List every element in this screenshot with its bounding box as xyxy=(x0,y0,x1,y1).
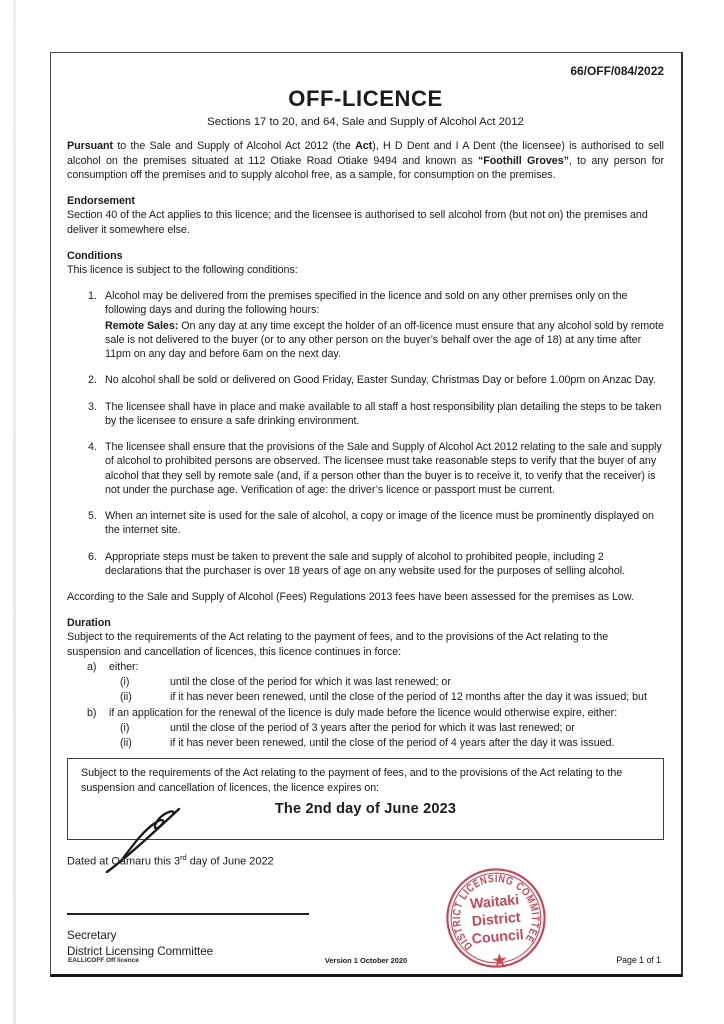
duration-clause-b-i xyxy=(120,721,664,735)
intro-paragraph xyxy=(67,139,664,182)
clause-text: either: xyxy=(109,660,139,673)
endorsement-heading: Endorsement xyxy=(67,195,135,208)
condition-text: The licensee shall have in place and make available to all staff a host responsibility plan detailing the steps to be taken by the licensee to ensure a safe drinking environment. xyxy=(105,400,662,427)
condition-number: 4. xyxy=(88,441,97,454)
footer-version: Version 1 October 2020 xyxy=(324,956,408,966)
conditions-intro: This licence is subject to the following conditions: xyxy=(67,264,298,276)
licence-number: 66/OFF/084/2022 xyxy=(570,64,664,78)
condition-text-main: Alcohol may be delivered from the premises specified in the licence and sold on any other premises only on the following days and during the following hours: xyxy=(105,290,628,317)
signatory-role: Secretary xyxy=(67,929,117,943)
condition-number: 6. xyxy=(88,550,97,563)
remote-sales-label: Remote Sales: xyxy=(105,319,179,332)
clause-label: (i) xyxy=(120,721,130,734)
condition-number: 1. xyxy=(88,290,97,303)
dated-text: day of June 2022 xyxy=(186,855,274,868)
condition-text: No alcohol shall be sold or delivered on Good Friday, Easter Sunday, Christmas Day or before 1.00pm on Anzac Day. xyxy=(105,374,656,387)
stamp-ring-text: DISTRICT LICENSING COMMITTEE xyxy=(450,872,542,953)
condition-item xyxy=(88,440,664,497)
duration-heading: Duration xyxy=(67,617,111,630)
dated-ordinal: rd xyxy=(180,853,187,863)
clause-label: (ii) xyxy=(120,737,132,750)
duration-clause-b-ii xyxy=(120,736,664,750)
endorsement-text: Section 40 of the Act applies to this licence; and the licensee is authorised to sell alcohol from (but not on) the premises and deliver it somewhere else. xyxy=(67,209,648,236)
intro-text: , to any person for consumption off the premises and to supply alcohol free, as a sample, for consumption on the premises. xyxy=(67,154,664,181)
remote-sales-text: On any day at any time except the holder of an off-licence must ensure that any alcohol sold by remote sale is not delivered to the buyer (or to any other person on the buyer’s behalf over the age of 18) at any time after 11pm on any day and before 6am on the next day. xyxy=(105,319,664,361)
expiry-text: Subject to the requirements of the Act relating to the payment of fees, and to the provisions of the Act relating to the suspension and cancellation of licences, the licence expires on: xyxy=(81,767,623,794)
intro-bold-premises-name: “Foothill Groves” xyxy=(477,154,569,167)
intro-bold-act: Act xyxy=(355,140,373,153)
clause-label: (i) xyxy=(120,676,130,689)
clause-label: (ii) xyxy=(120,691,132,704)
council-stamp xyxy=(423,845,568,990)
clause-label: b) xyxy=(87,706,97,719)
footer-doc-code: EALLICOFF Off licence xyxy=(68,957,139,965)
intro-bold-pursuant: Pursuant xyxy=(67,140,114,153)
clause-text: if it has never been renewed, until the close of the period of 12 months after the day it was issued; but xyxy=(170,691,647,704)
clause-label: a) xyxy=(87,660,97,673)
clause-text: if an application for the renewal of the licence is duly made before the licence would otherwise expire, either: xyxy=(109,706,618,719)
duration-clause-a-ii xyxy=(120,690,664,704)
intro-text: to the Sale and Supply of Alcohol Act 2012 (the xyxy=(113,140,356,153)
condition-item xyxy=(88,289,664,361)
condition-number: 3. xyxy=(88,400,97,413)
conditions-heading: Conditions xyxy=(67,249,123,262)
condition-text: The licensee shall ensure that the provisions of the Sale and Supply of Alcohol Act 2012 relating to the sale and supply of alcohol to prohibited persons are observed. The licensee must take reasonable steps to verify that the buyer of any alcohol that they sell by remote sale (and, if a person other than the buyer is to receive it, to verify that the receiver) is not under the purchase age. Verification of age: the driver’s licence or passport must be current. xyxy=(105,441,662,496)
signatory-committee: District Licensing Committee xyxy=(67,944,214,958)
licence-document xyxy=(50,52,683,977)
clause-text: if it has never been renewed, until the close of the period of 4 years after the day it was issued. xyxy=(170,737,615,750)
intro-text: ), H D Dent and I A Dent (the licensee) is authorised to sell alcohol on the premises situated at 112 Otiake Road Otiake 9494 and known as xyxy=(67,140,664,167)
condition-item xyxy=(88,400,664,428)
duration-clause-a xyxy=(87,660,664,674)
stamp-line2: District xyxy=(471,909,522,930)
duration-clause-b xyxy=(87,706,664,720)
fees-note: According to the Sale and Supply of Alcohol (Fees) Regulations 2013 fees have been assessed for the premises as Low. xyxy=(67,590,634,603)
condition-number: 2. xyxy=(88,374,97,387)
clause-text: until the close of the period for which it was last renewed; or xyxy=(170,676,451,689)
condition-remote-sales xyxy=(105,319,664,362)
clause-text: until the close of the period of 3 years after the period for which it was last renewed; or xyxy=(170,721,575,734)
stamp-line3: Council xyxy=(471,927,525,948)
condition-text xyxy=(105,289,664,361)
scan-artifact-edge xyxy=(13,0,16,1024)
condition-item xyxy=(88,373,664,387)
document-title: OFF-LICENCE xyxy=(288,85,443,111)
secretary-signature xyxy=(97,805,249,873)
stamp-star-icon: ★ xyxy=(490,948,509,972)
signature-line xyxy=(67,913,309,915)
condition-text: Appropriate steps must be taken to prevent the sale and supply of alcohol to prohibited people, including 2 declarations that the purchaser is over 18 years of age on any website used for the purposes of selling alcohol. xyxy=(105,550,626,577)
condition-text: When an internet site is used for the sale of alcohol, a copy or image of the licence must be prominently displayed on the internet site. xyxy=(105,510,654,537)
stamp-line1: Waitaki xyxy=(469,892,520,913)
expiry-date: The 2nd day of June 2023 xyxy=(274,800,457,817)
footer-page-number: Page 1 of 1 xyxy=(616,955,661,966)
duration-clause-a-i xyxy=(120,675,664,689)
duration-intro: Subject to the requirements of the Act relating to the payment of fees, and to the provisions of the Act relating to the suspension and cancellation of licences, this licence continues in force: xyxy=(67,631,609,658)
condition-item xyxy=(88,550,664,578)
document-subtitle: Sections 17 to 20, and 64, Sale and Supply of Alcohol Act 2012 xyxy=(207,116,524,129)
condition-number: 5. xyxy=(88,510,97,523)
condition-item xyxy=(88,509,664,537)
dated-text: Dated at Oamaru this 3 xyxy=(67,855,181,868)
